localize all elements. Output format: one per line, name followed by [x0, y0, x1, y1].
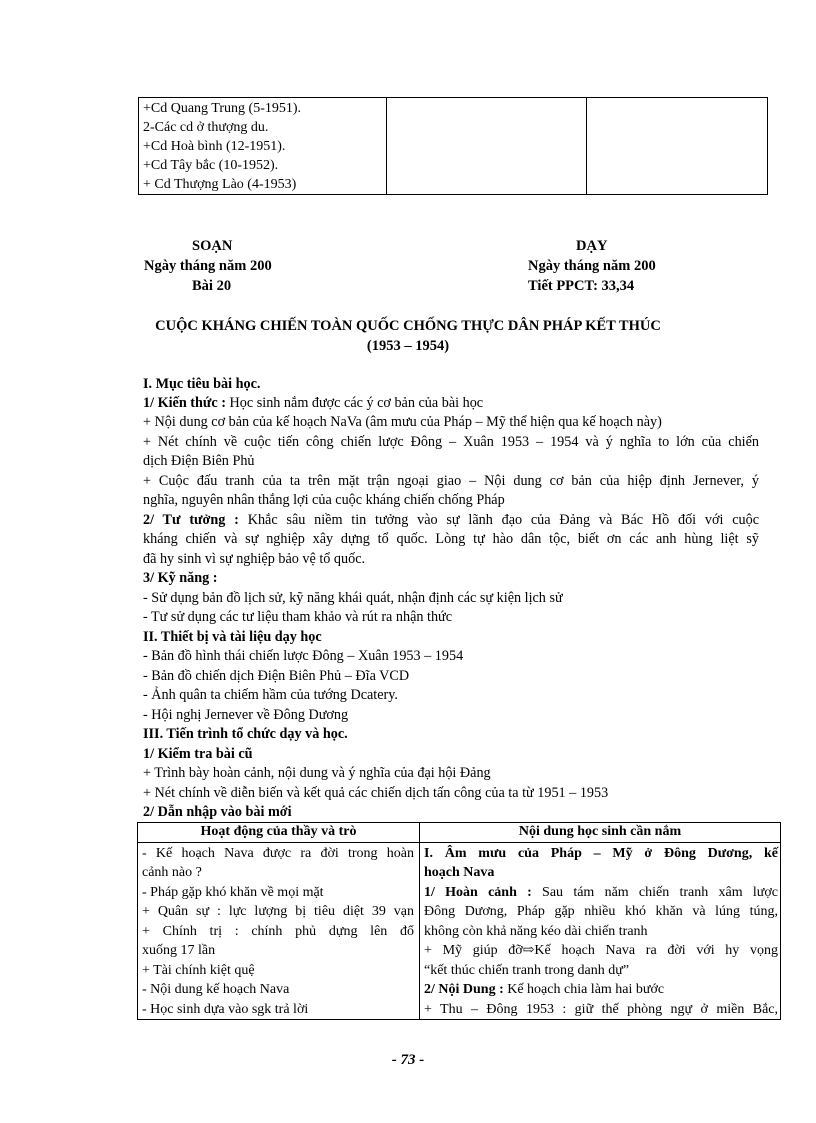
- subsection-heading: 1/ Kiểm tra bài cũ: [143, 746, 253, 762]
- table-cell-heading: I. Âm mưu của Pháp – Mỹ ở Đông Dương, kế: [424, 846, 778, 861]
- top-table: [138, 97, 768, 195]
- table-cell-line: - Pháp gặp khó khăn về mọi mặt: [142, 885, 324, 900]
- soan-label: SOẠN: [192, 238, 233, 254]
- table-cell-line: + Thu – Đông 1953 : giữ thế phòng ngự ở miền Bắc,: [424, 1002, 778, 1017]
- column-header-activities: Hoạt động của thầy và trò: [200, 824, 357, 839]
- day-label: DẠY: [576, 238, 608, 254]
- section-heading: II. Thiết bị và tài liệu dạy học: [143, 629, 322, 645]
- text-line: - Sử dụng bản đồ lịch sử, kỹ năng khái quát, nhận định các sự kiện lịch sử: [143, 590, 563, 606]
- subsection-heading: 1/ Kiến thức :: [143, 395, 226, 411]
- text-line: kháng chiến và sự nghiệp xây dựng tổ quốc. Lòng tự hào dân tộc, biết ơn các anh hùng liệt sỹ: [143, 531, 759, 547]
- table-line: +Cd Tây bắc (10-1952).: [143, 158, 279, 173]
- table-cell-heading: hoạch Nava: [424, 865, 495, 880]
- lesson-number: Bài 20: [192, 278, 232, 294]
- top-table-col-2: [387, 98, 587, 194]
- table-cell-line: + Tài chính kiệt quệ: [142, 963, 255, 978]
- section-heading: I. Mục tiêu bài học.: [143, 376, 261, 392]
- cell-subheading: 2/ Nội Dung :: [424, 982, 504, 997]
- text-line: [143, 394, 759, 413]
- table-cell-line: không còn khả năng kéo dài chiến tranh: [424, 924, 648, 939]
- activity-table: [137, 822, 781, 1020]
- table-divider: [138, 842, 780, 843]
- section-heading: III. Tiến trình tổ chức dạy và học.: [143, 726, 348, 742]
- text-span: Học sinh nắm được các ý cơ bản của bài học: [226, 395, 484, 411]
- soan-date: Ngày tháng năm 200: [144, 258, 272, 274]
- table-cell-line: - Nội dung kế hoạch Nava: [142, 982, 290, 997]
- column-header-content: Nội dung học sinh cần nắm: [518, 824, 682, 839]
- table-cell-line: Đông Dương, Pháp gặp nhiều khó khăn và lúng túng,: [424, 904, 778, 919]
- table-line: +Cd Hoà bình (12-1951).: [143, 139, 286, 154]
- text-line: dịch Điện Biên Phủ: [143, 453, 255, 469]
- table-cell-line: “kết thúc chiến tranh trong danh dự”: [424, 963, 630, 978]
- top-table-col-1: [139, 98, 387, 194]
- cell-subheading: 1/ Hoàn cảnh :: [424, 885, 532, 900]
- page-title-years: (1953 – 1954): [366, 338, 450, 354]
- table-cell-line: + Mỹ giúp đỡ⇨Kế hoạch Nava ra đời với hy vọng: [424, 943, 778, 958]
- text-line: đã hy sinh vì sự nghiệp bảo vệ tổ quốc.: [143, 551, 366, 567]
- text-line: - Bản đồ chiến dịch Điện Biên Phủ – Đĩa VCD: [143, 668, 410, 684]
- text-line: + Nét chính về diễn biến và kết quả các chiến dịch tấn công của ta từ 1951 – 1953: [143, 785, 609, 801]
- table-cell-line: cảnh nào ?: [142, 865, 202, 880]
- text-line: - Hội nghị Jernever về Đông Dương: [143, 707, 349, 723]
- text-span: Sau tám năm chiến tranh xâm lược: [531, 885, 778, 900]
- text-line: + Nội dung cơ bản của kế hoạch NaVa (âm mưu của Pháp – Mỹ thể hiện qua kế hoạch này): [143, 414, 662, 430]
- text-span: Khắc sâu niềm tin tưởng vào sự lãnh đạo của Đảng và Bác Hồ đối với cuộc: [238, 512, 760, 528]
- table-cell-line: [424, 980, 778, 999]
- text-line: + Trình bày hoàn cảnh, nội dung và ý nghĩa của đại hội Đảng: [143, 765, 491, 781]
- subsection-heading: 2/ Dẫn nhập vào bài mới: [143, 804, 292, 820]
- subsection-heading: 3/ Kỹ năng :: [143, 570, 218, 586]
- text-line: + Nét chính về cuộc tiến công chiến lược Đông – Xuân 1953 – 1954 và ý nghĩa to lớn của chiến: [143, 434, 759, 450]
- table-cell-line: xuống 17 lần: [142, 943, 216, 958]
- table-line: 2-Các cd ở thượng du.: [143, 120, 269, 135]
- table-cell-line: - Kế hoạch Nava được ra đời trong hoàn: [142, 846, 414, 861]
- table-cell-line: [424, 883, 778, 902]
- table-line: +Cd Quang Trung (5-1951).: [143, 101, 302, 116]
- day-date: Ngày tháng năm 200: [528, 258, 656, 274]
- text-line: nghĩa, nguyên nhân thắng lợi của cuộc kháng chiến chống Pháp: [143, 492, 505, 508]
- text-line: [143, 511, 759, 530]
- subsection-heading: 2/ Tư tưởng :: [143, 512, 239, 528]
- table-cell-line: + Quân sự : lực lượng bị tiêu diệt 39 vạn: [142, 904, 414, 919]
- table-cell-line: + Chính trị : chính phủ dựng lên đổ: [142, 924, 414, 939]
- page-title: CUỘC KHÁNG CHIẾN TOÀN QUỐC CHỐNG THỰC DÂN PHÁP KẾT THÚC: [155, 318, 661, 334]
- table-line: + Cd Thượng Lào (4-1953): [143, 177, 297, 192]
- page-number: - 73 -: [391, 1052, 425, 1068]
- period-number: Tiết PPCT: 33,34: [528, 278, 635, 294]
- text-line: - Ảnh quân ta chiếm hầm của tướng Dcatery.: [143, 687, 398, 703]
- text-line: + Cuộc đấu tranh của ta trên mặt trận ngoại giao – Nội dung cơ bản của hiệp định Jernever, ý: [143, 473, 759, 489]
- text-span: Kế hoạch chia làm hai bước: [503, 982, 665, 997]
- text-line: - Bản đồ hình thái chiến lược Đông – Xuân 1953 – 1954: [143, 648, 464, 664]
- text-line: - Tư sử dụng các tư liệu tham khảo và rút ra nhận thức: [143, 609, 453, 625]
- table-cell-line: - Học sinh dựa vào sgk trả lời: [142, 1002, 309, 1017]
- table-divider: [419, 823, 420, 1019]
